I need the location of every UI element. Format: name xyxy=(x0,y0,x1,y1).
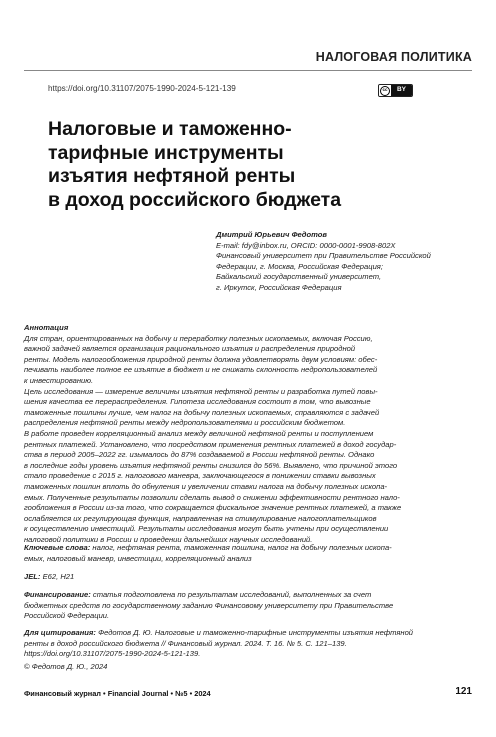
jel-text: E62, H21 xyxy=(42,572,75,581)
citation-text: Федотов Д. Ю. Налоговые и таможенно-тарифные инструменты изъятия нефтяной xyxy=(98,628,414,637)
abstract-label: Аннотация xyxy=(24,323,69,332)
citation-label: Для цитирования: xyxy=(24,628,96,637)
abstract-line: ренты. Модель налогообложения природной ренты должна удовлетворять двум условиям: обес- xyxy=(24,354,378,364)
abstract-line: налоговой политики в России и проведении дальнейших научных исследований. xyxy=(24,534,313,544)
funding-line: бюджетных средств по государственному заданию Финансовому университету при Правительстве xyxy=(24,600,394,610)
abstract-line: в последние годы уровень изъятия нефтяной ренты снизился до 56%. Выявлено, что причиной этого xyxy=(24,460,398,470)
funding-text: статья подготовлена по результатам исследований, выполненных за счет xyxy=(92,590,372,599)
jel-codes xyxy=(24,572,440,583)
keywords-text: налог, нефтяная рента, таможенная пошлина, налог на добычу полезных ископа- xyxy=(92,543,392,552)
abstract-line: ства в период 2005–2022 гг. изымалось до 87% создаваемой в России нефтяной ренты. Однако xyxy=(24,450,375,460)
abstract-line: таможенных пошлин вплоть до обнуления и увеличении ставки налога на добычу полезных ископа- xyxy=(24,481,388,491)
cc-by-license-badge[interactable] xyxy=(378,84,413,97)
keywords-line: емых, налоговый маневр, инвестиции, корреляционный анализ xyxy=(24,553,252,563)
author-name: Дмитрий Юрьевич Федотов xyxy=(216,230,328,239)
citation-doi-link[interactable]: https://doi.org/10.31107/2075-1990-2024-5-121-139. xyxy=(24,649,201,659)
section-title: НАЛОГОВАЯ ПОЛИТИКА xyxy=(315,50,472,64)
title-line: изъятия нефтяной ренты xyxy=(48,165,296,187)
jel-label: JEL: xyxy=(24,572,41,581)
title-line: Налоговые и таможенно- xyxy=(48,118,292,140)
abstract-line: Цель исследования — измерение величины изъятия нефтяной ренты и разработка путей повы- xyxy=(24,386,378,396)
abstract-line: В работе проведен корреляционный анализ между величиной нефтяной ренты и поступлением xyxy=(24,428,374,438)
abstract xyxy=(24,323,440,545)
abstract-line: таможенные пошлины лучше, чем налог на добычу полезных ископаемых, справляются с задачей xyxy=(24,407,380,417)
doi-link[interactable]: https://doi.org/10.31107/2075-1990-2024-5-121-139 xyxy=(48,84,236,93)
author-contact: E-mail: fdy@inbox.ru, ORCID: 0000-0001-9908-802X xyxy=(216,240,396,250)
abstract-line: печивать наиболее полное ее изъятие в бюджет и не снижать склонность недропользователей xyxy=(24,365,378,375)
by-label: BY xyxy=(391,85,412,96)
author-affiliation: Федерации, г. Москва, Российская Федерация; xyxy=(216,261,383,271)
author-affiliation: г. Иркутск, Российская Федерация xyxy=(216,282,342,292)
abstract-line: емых. Полученные результаты позволили сделать вывод о снижении эффективности рентного нало- xyxy=(24,492,400,502)
abstract-line: распределения нефтяной ренты между недропользователями и российским бюджетом. xyxy=(24,418,346,428)
copyright: © Федотов Д. Ю., 2024 xyxy=(24,662,108,671)
abstract-line: ослабляется их регулирующая функция, направленная на стимулирование налогоплательщиков xyxy=(24,513,377,523)
author-affiliation: Байкальский государственный университет, xyxy=(216,272,382,282)
title-line: в доход российского бюджета xyxy=(48,188,342,211)
funding-label: Финансирование: xyxy=(24,590,91,599)
cc-icon: cc xyxy=(379,85,391,96)
article-title xyxy=(48,118,448,212)
abstract-line: гообложения в России из-за того, что сокращается фискальное значение рентных платежей, а также xyxy=(24,503,402,513)
keywords xyxy=(24,543,440,564)
abstract-line: к осуществлению инвестиций. Результаты исследования могут быть учтены при осуществлении xyxy=(24,524,389,534)
funding-line: Российской Федерации. xyxy=(24,611,110,621)
journal-footer: Финансовый журнал • Financial Journal • №5 • 2024 xyxy=(24,689,211,698)
abstract-line: рентных платежей. Установлено, что посредством применения рентных платежей в доход государ- xyxy=(24,439,397,449)
citation xyxy=(24,628,440,660)
title-line: тарифные инструменты xyxy=(48,141,284,164)
abstract-line: важной задачей является организация рационального изъятия и распределения природной xyxy=(24,344,356,354)
funding xyxy=(24,590,440,622)
keywords-line xyxy=(24,543,440,554)
keywords-label: Ключевые слова: xyxy=(24,543,91,552)
citation-line: ренты в доход российского бюджета // Финансовый журнал. 2024. Т. 16. № 5. С. 121–139. xyxy=(24,638,347,648)
author-affiliation: Финансовый университет при Правительстве Российской xyxy=(216,251,431,261)
abstract-line: стало проведение с 2015 г. налогового маневра, заключающегося в понижении ставки вывозных xyxy=(24,471,376,481)
abstract-line: шения качества ее перераспределения. Гипотеза исследования состоит в том, что вывозные xyxy=(24,397,371,407)
abstract-line: к инвестированию. xyxy=(24,375,94,385)
page-number: 121 xyxy=(455,686,472,697)
author-info xyxy=(216,230,456,294)
header-divider xyxy=(24,70,472,71)
abstract-line: Для стран, ориентированных на добычу и переработку полезных ископаемых, включая Россию, xyxy=(24,333,373,343)
